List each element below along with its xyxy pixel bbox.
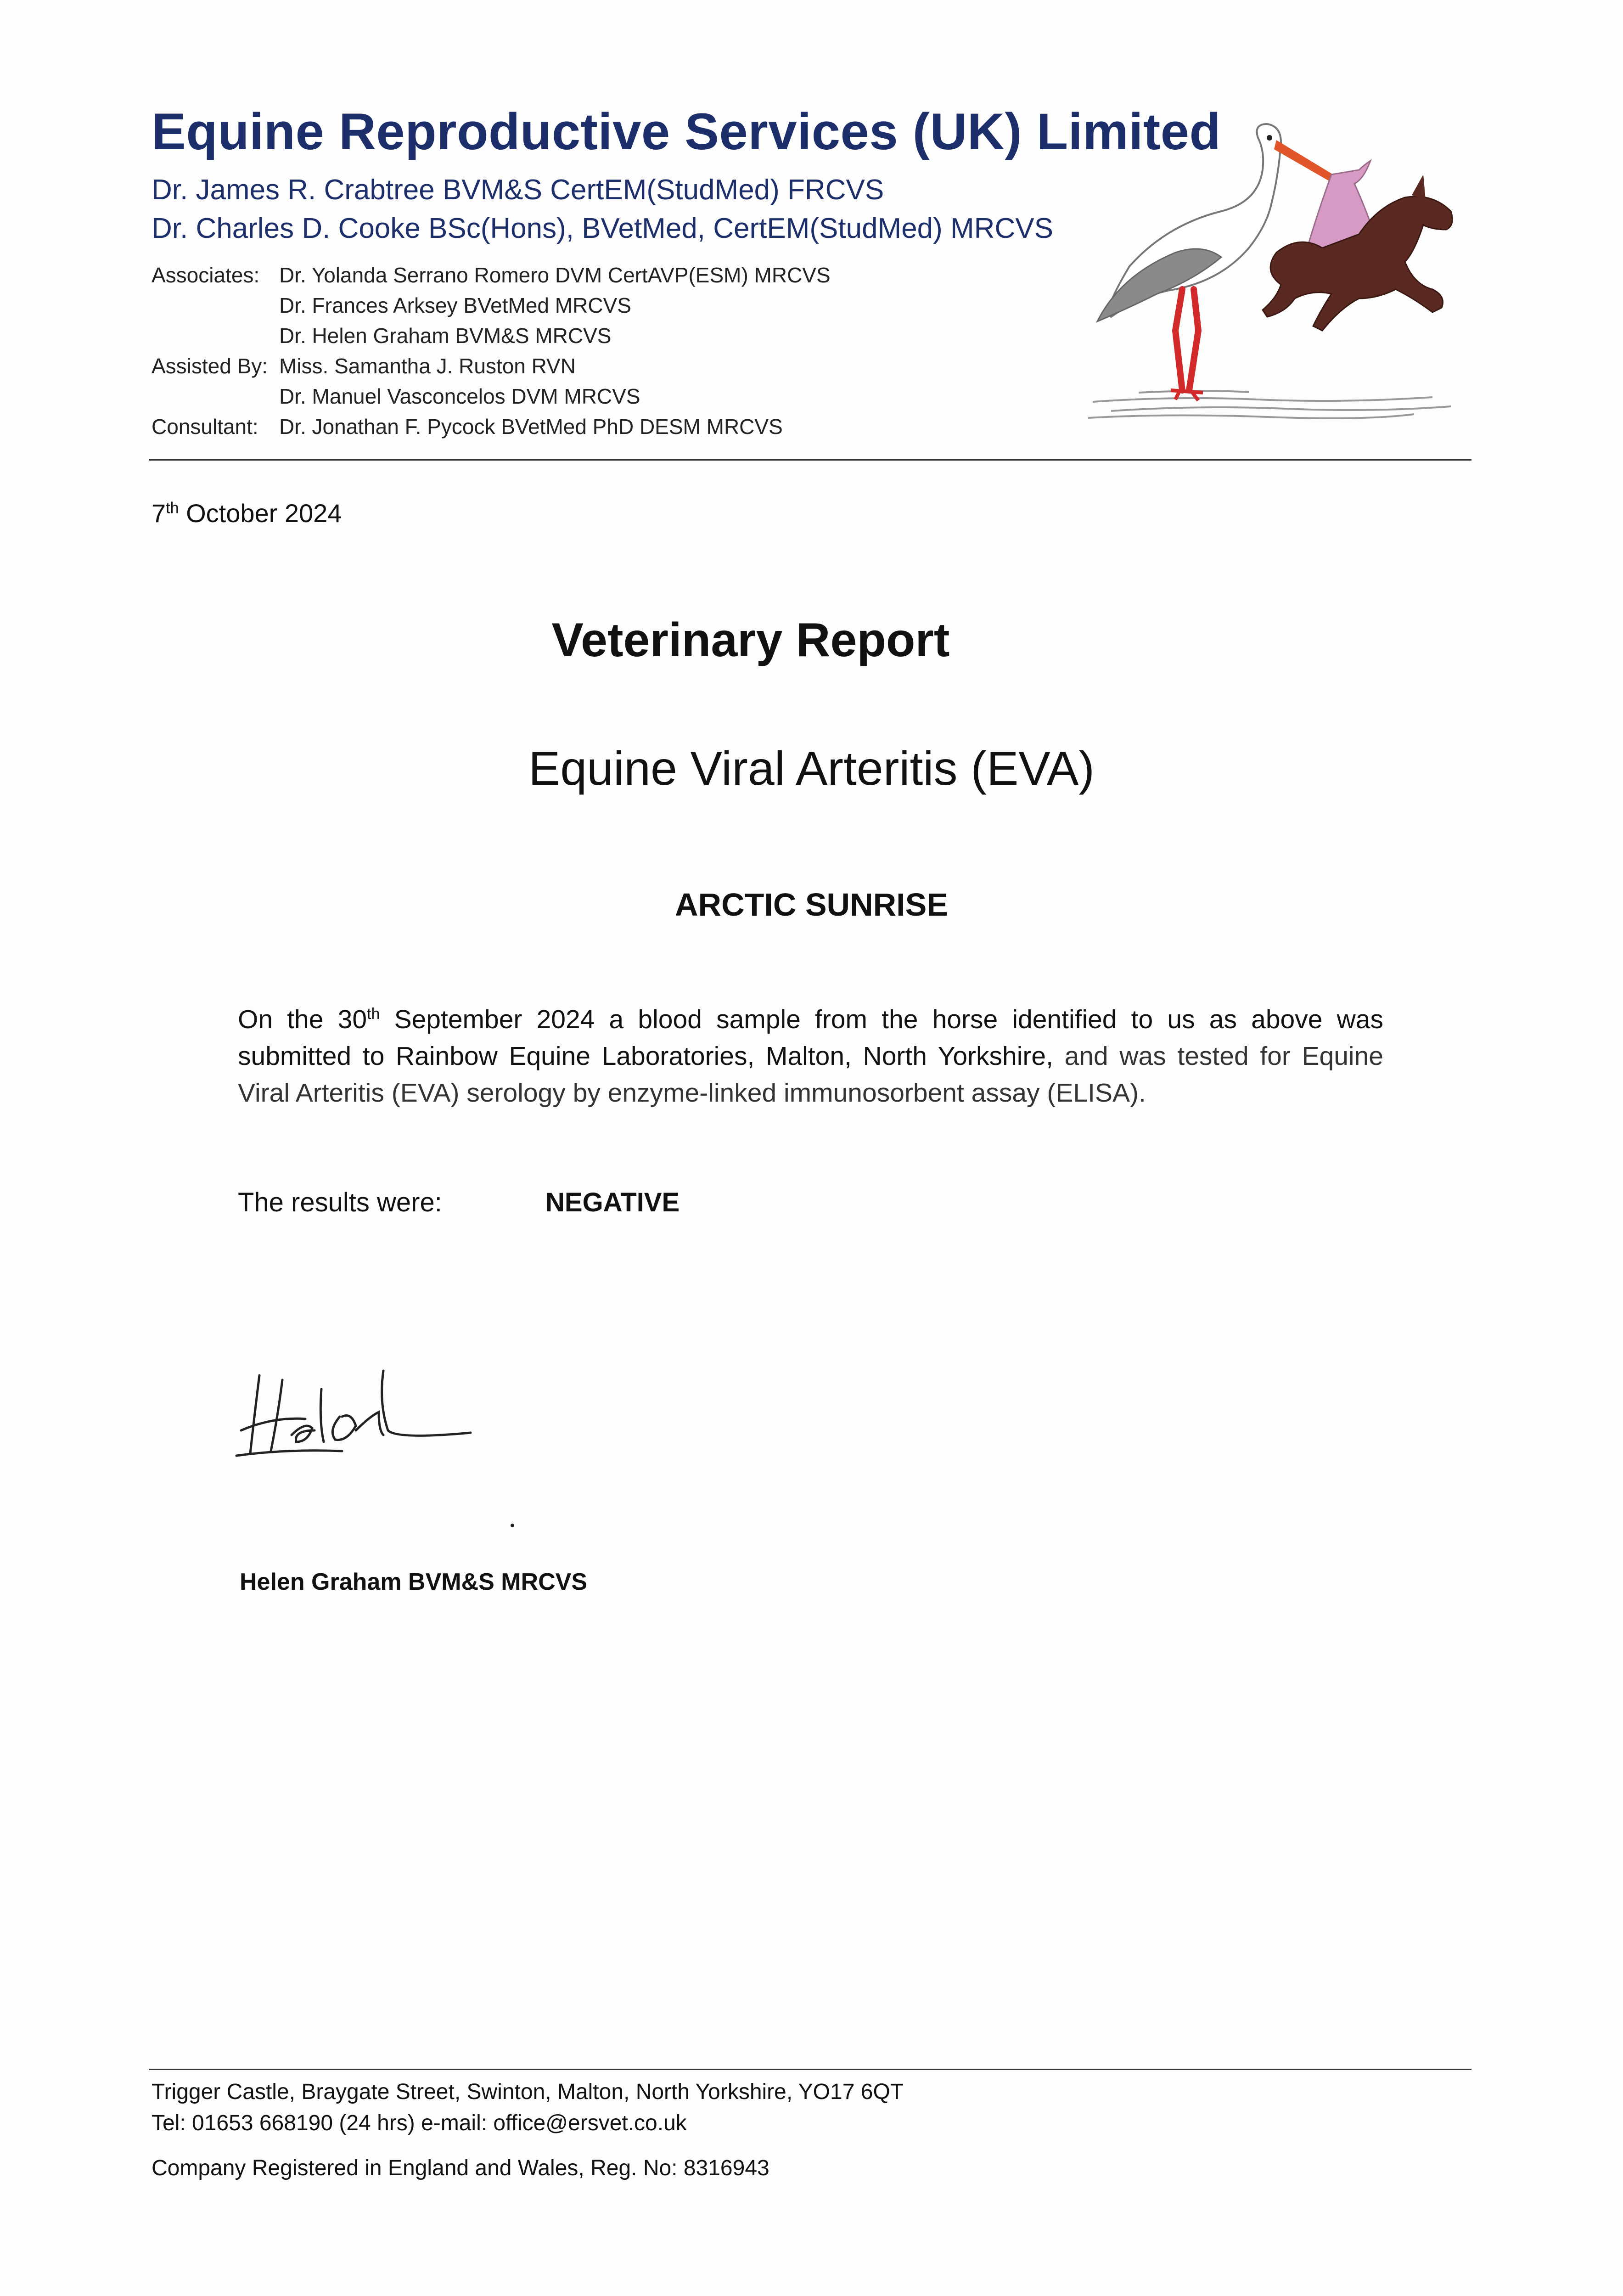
- header-divider: [149, 459, 1471, 461]
- footer-address: Trigger Castle, Braygate Street, Swinton, Malton, North Yorkshire, YO17 6QT: [152, 2080, 904, 2104]
- ground-lines-icon: [1088, 391, 1451, 418]
- staff-vasconcelos: Dr. Manuel Vasconcelos DVM MRCVS: [279, 384, 640, 408]
- stork-legs-icon: [1175, 289, 1198, 390]
- body-line-3: Viral Arteritis (EVA) serology by enzyme-linked immunosorbent assay (ELISA).: [238, 1078, 1146, 1108]
- staff-ruston: Miss. Samantha J. Ruston RVN: [279, 354, 576, 378]
- report-subtitle: Equine Viral Arteritis (EVA): [528, 742, 1095, 795]
- staff-role-assisted: Assisted By:: [152, 354, 268, 378]
- partner-cooke: Dr. Charles D. Cooke BSc(Hons), BVetMed, CertEM(StudMed) MRCVS: [152, 213, 1053, 244]
- stork-wing-icon: [1097, 249, 1221, 321]
- staff-role-consultant: Consultant:: [152, 415, 258, 439]
- partner-crabtree: Dr. James R. Crabtree BVM&S CertEM(StudMed) FRCVS: [152, 174, 884, 206]
- staff-arksey: Dr. Frances Arksey BVetMed MRCVS: [279, 293, 631, 317]
- horse-name: ARCTIC SUNRISE: [674, 887, 949, 923]
- staff-pycock: Dr. Jonathan F. Pycock BVetMed PhD DESM MRCVS: [279, 415, 783, 439]
- report-title: Veterinary Report: [551, 613, 950, 667]
- footer-registration: Company Registered in England and Wales, Reg. No: 8316943: [152, 2156, 769, 2180]
- company-name: Equine Reproductive Services (UK) Limited: [152, 103, 1221, 160]
- footer-contact: Tel: 01653 668190 (24 hrs) e-mail: office@ersvet.co.uk: [152, 2111, 687, 2135]
- body-line-2: submitted to Rainbow Equine Laboratories, Malton, North Yorkshire, and was tested for Equine: [238, 1041, 1383, 1071]
- footer-divider: [149, 2069, 1471, 2070]
- results-value: NEGATIVE: [545, 1187, 680, 1217]
- staff-role-associates: Associates:: [152, 263, 260, 287]
- signature-dot: [511, 1524, 514, 1527]
- staff-graham: Dr. Helen Graham BVM&S MRCVS: [279, 324, 612, 348]
- report-date: 7th October 2024: [152, 499, 342, 528]
- body-line-1: On the 30th September 2024 a blood sample from the horse identified to us as above was: [238, 1005, 1383, 1034]
- signatory-name: Helen Graham BVM&S MRCVS: [240, 1569, 588, 1595]
- staff-serrano: Dr. Yolanda Serrano Romero DVM CertAVP(ESM) MRCVS: [279, 263, 831, 287]
- handwritten-signature: [232, 1362, 480, 1463]
- stork-foal-logo: [1084, 115, 1474, 436]
- report-body: [238, 1001, 1383, 1111]
- results-label: The results were:: [238, 1187, 442, 1217]
